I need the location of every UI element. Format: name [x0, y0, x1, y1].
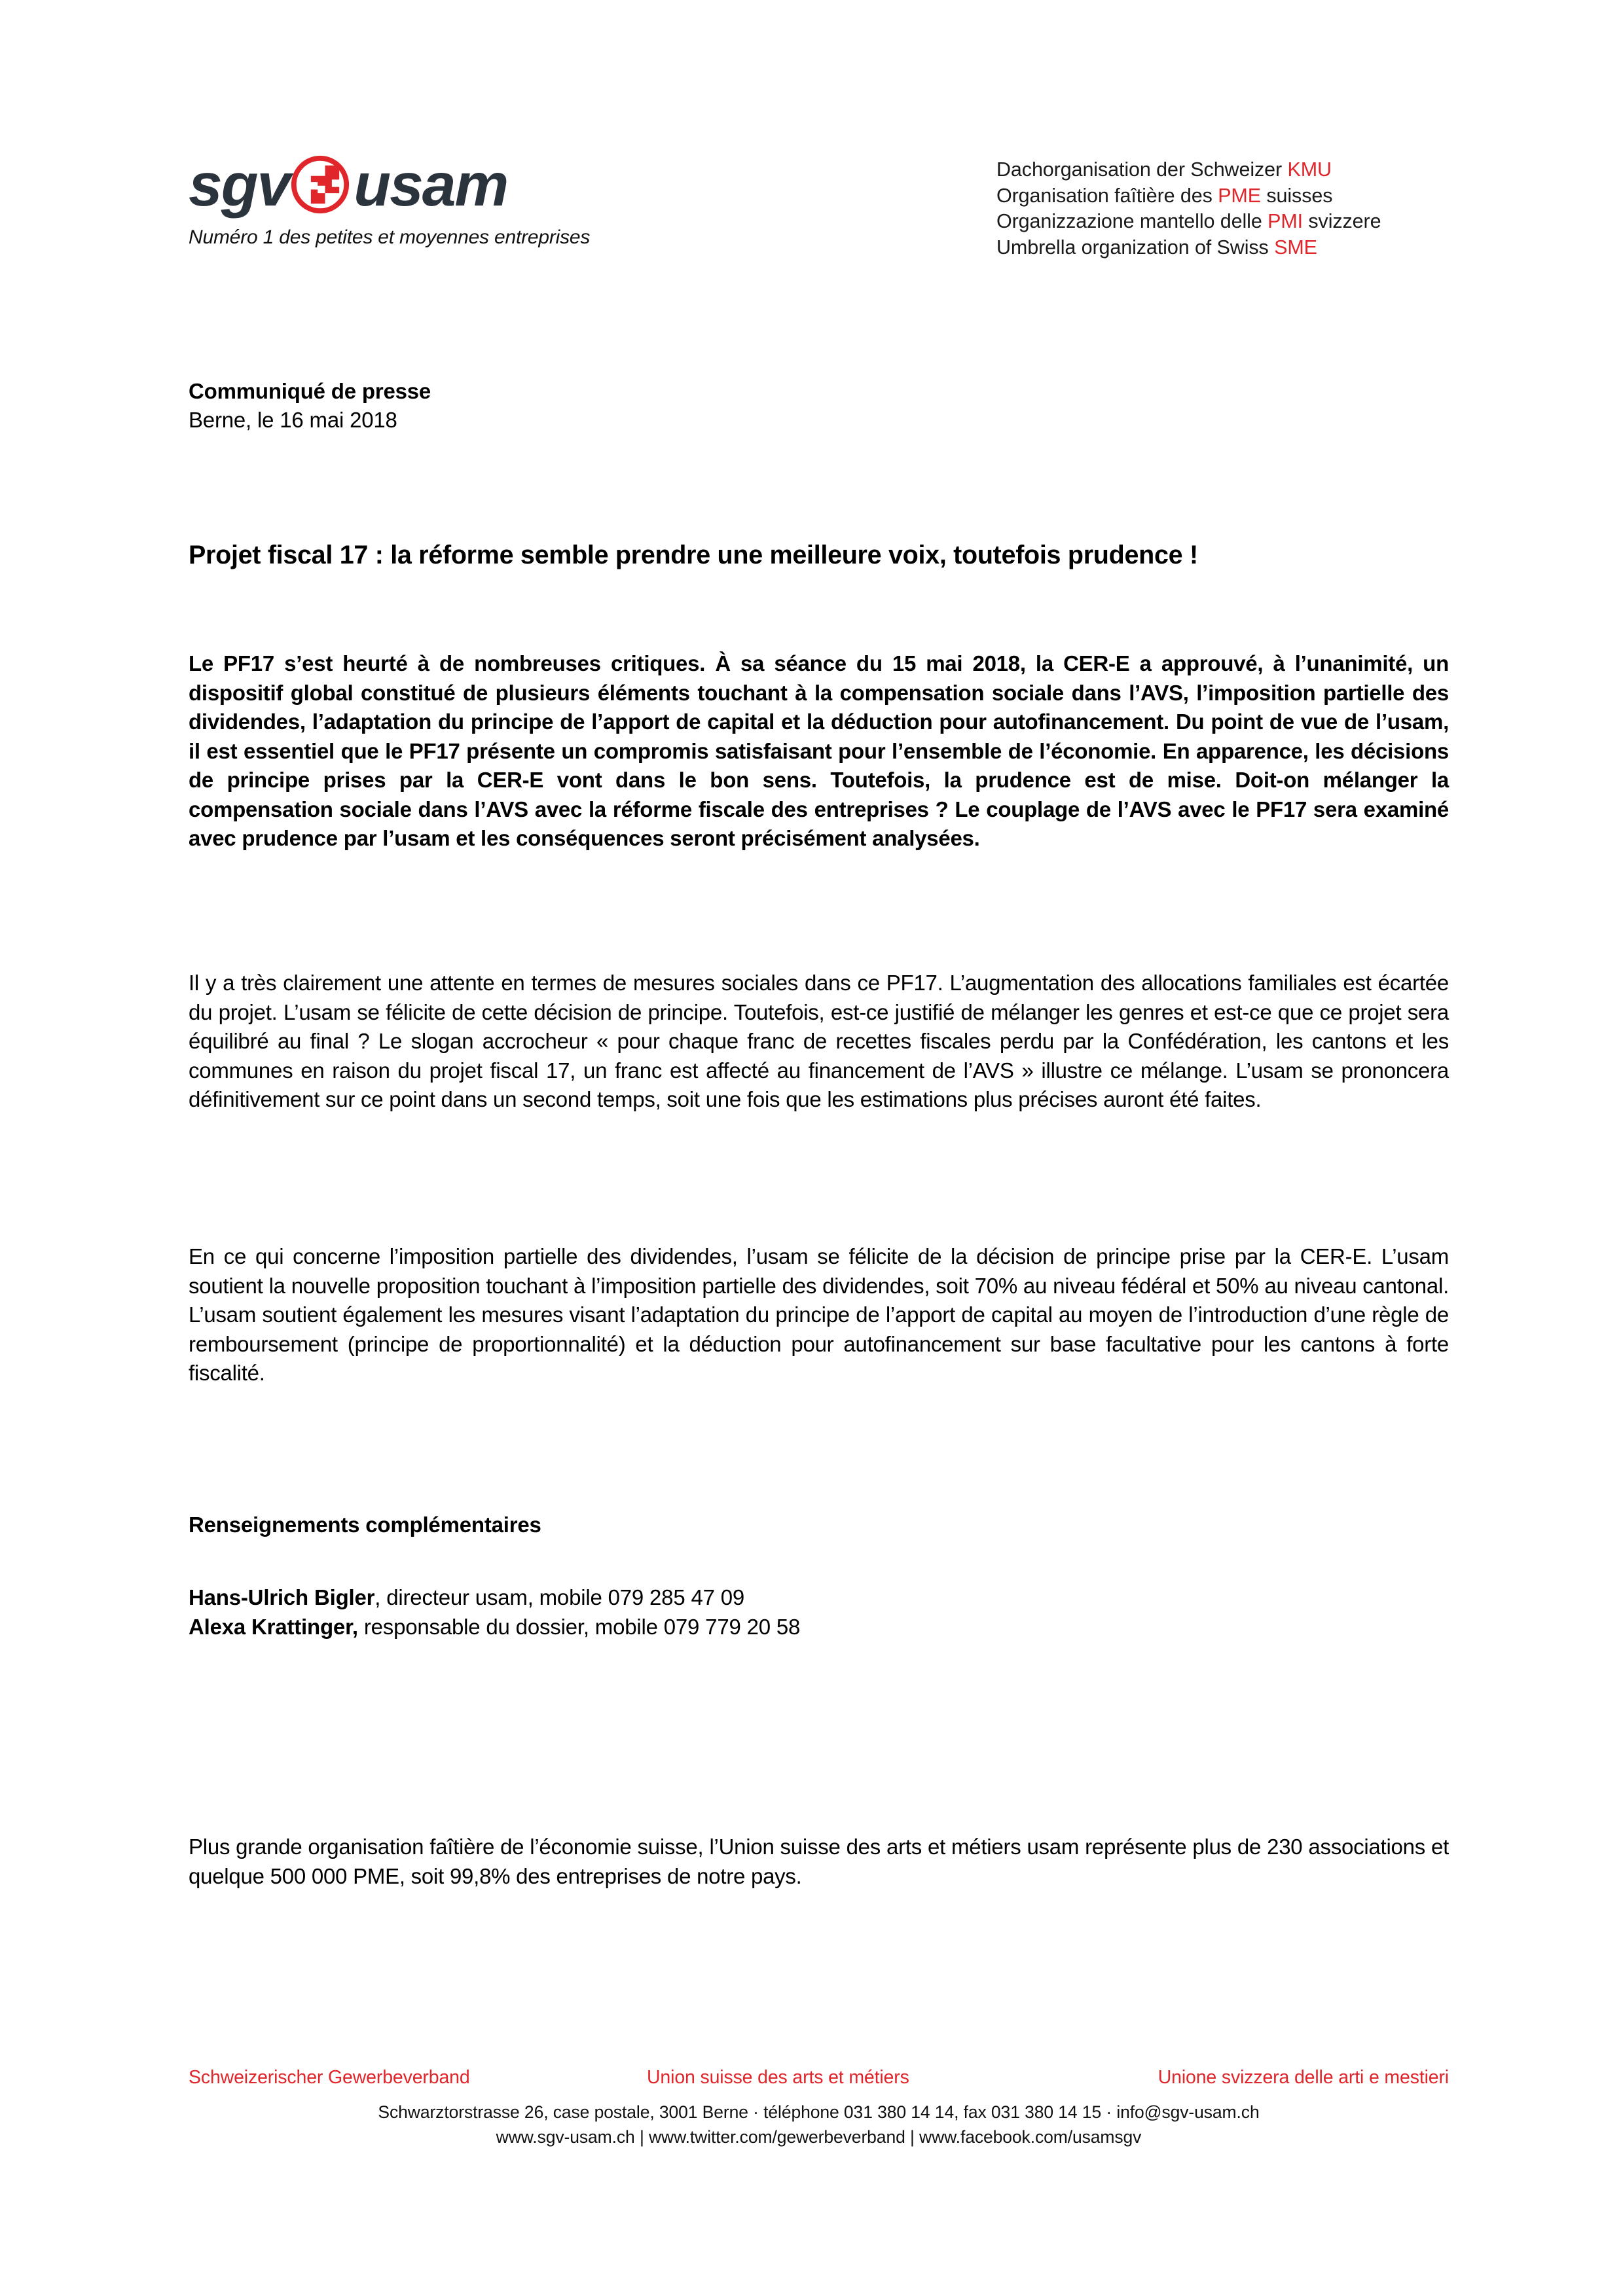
lead-paragraph: Le PF17 s’est heurté à de nombreuses critiques. À sa séance du 15 mai 2018, la CER-E a approuvé, à l’unanimité, un dispositif global constitué de plusieurs éléments touchant à la compensation sociale dans l’AVS, l’imposition partielle des dividendes, l’adaptation du principe de l’apport de capital et la déduction pour autofinancement. Du point de vue de l’usam, il est essentiel que le PF17 présente un compromis satisfaisant pour l’ensemble de l’économie. En apparence, les décisions de principe prises par la CER-E vont dans le bon sens. Toutefois, la prudence est de mise. Doit-on mélanger la compensation sociale dans l’AVS avec la réforme fiscale des entreprises ? Le couplage de l’AVS avec le PF17 sera examiné avec prudence par l’usam et les conséquences seront précisément analysées. — [189, 651, 1449, 850]
contact-name-1: Hans-Ulrich Bigler — [189, 1585, 375, 1609]
release-meta — [189, 377, 1105, 435]
footer-org-name-it: Unione svizzera delle arti e mestieri — [1158, 2067, 1449, 2088]
header-language-lines — [996, 157, 1381, 260]
footer-links[interactable]: www.sgv-usam.ch | www.twitter.com/gewerbeverband | www.facebook.com/usamsgv — [496, 2127, 1142, 2147]
contacts-heading: Renseignements complémentaires — [189, 1513, 541, 1537]
header-lang-it-suffix: svizzere — [1303, 210, 1381, 232]
contacts-list — [189, 1583, 1171, 1641]
page-header — [0, 0, 1623, 281]
header-lang-fr-suffix: suisses — [1260, 184, 1333, 207]
header-lang-line-de — [996, 157, 1381, 183]
logo-wordmark-sgv: sgv — [189, 150, 290, 219]
sgv-usam-logo — [189, 152, 608, 249]
header-lang-it-prefix: Organizzazione mantello delle — [996, 210, 1268, 232]
contact-line-1 — [189, 1583, 1171, 1612]
footer-address: Schwarztorstrasse 26, case postale, 3001 Berne · téléphone 031 380 14 14, fax 031 380 14 15 · info@sgv-usam.ch — [378, 2102, 1260, 2122]
release-kind: Communiqué de presse — [189, 379, 431, 403]
header-lang-line-it — [996, 209, 1381, 235]
body-paragraph-3: En ce qui concerne l’imposition partielle des dividendes, l’usam se félicite de la décision de principe prise par la CER-E. L’usam soutient la nouvelle proposition touchant à l’imposition partielle des dividendes, soit 70% au niveau fédéral et 50% au niveau cantonal. L’usam soutient également les mesures visant l’adaptation du principe de l’apport de capital au moyen de l’introduction d’une règle de remboursement (principe de proportionnalité) et la déduction pour autofinancement sur base facultative pour les cantons à forte fiscalité. — [189, 1244, 1449, 1385]
body-paragraph-2: Il y a très clairement une attente en termes de mesures sociales dans ce PF17. L’augmentation des allocations familiales est écartée du projet. L’usam se félicite de cette décision de principe. Toutefois, est-ce justifié de mélanger les genres et est-ce que ce projet sera équilibré au final ? Le slogan accrocheur « pour chaque franc de recettes fiscales perdu par la Confédération, les cantons et les communes en raison du projet fiscal 17, un franc est affecté au financement de l’AVS » illustre ce mélange. L’usam se prononcera définitivement sur ce point dans un second temps, soit une fois que les estimations plus précises auront été faites. — [189, 971, 1449, 1111]
header-lang-de-prefix: Dachorganisation der Schweizer — [996, 158, 1288, 181]
footer-org-name-fr: Union suisse des arts et métiers — [647, 2067, 909, 2088]
contact-detail-2: responsable du dossier, mobile 079 779 20 58 — [357, 1615, 801, 1639]
footer-org-name-de: Schweizerischer Gewerbeverband — [189, 2067, 470, 2088]
logo-wordmark-usam: usam — [354, 150, 508, 219]
footer-org-names — [189, 2067, 1449, 2089]
contact-line-2 — [189, 1612, 1171, 1641]
logo-wordmark — [189, 152, 608, 217]
logo-tagline: Numéro 1 des petites et moyennes entreprises — [189, 226, 591, 248]
header-lang-en-prefix: Umbrella organization of Swiss — [996, 236, 1275, 259]
contact-detail-1: , directeur usam, mobile 079 285 47 09 — [374, 1585, 745, 1609]
release-place-date: Berne, le 16 mai 2018 — [189, 408, 397, 432]
header-lang-en-accent: SME — [1274, 236, 1317, 259]
contact-name-2: Alexa Krattinger, — [189, 1615, 358, 1639]
page-title: Projet fiscal 17 : la réforme semble prendre une meilleure voix, toutefois prudence ! — [189, 541, 1198, 569]
swiss-cross-circle-icon — [288, 152, 352, 217]
boilerplate-paragraph: Plus grande organisation faîtière de l’économie suisse, l’Union suisse des arts et métiers usam représente plus de 230 associations et quelque 500 000 PME, soit 99,8% des entreprises de notre pays. — [189, 1835, 1449, 1888]
header-lang-line-en — [996, 235, 1381, 261]
header-lang-de-accent: KMU — [1287, 158, 1332, 181]
header-lang-fr-prefix: Organisation faîtière des — [996, 184, 1218, 207]
header-lang-fr-accent: PME — [1218, 184, 1261, 207]
header-lang-line-fr — [996, 183, 1381, 209]
header-lang-it-accent: PMI — [1267, 210, 1304, 232]
